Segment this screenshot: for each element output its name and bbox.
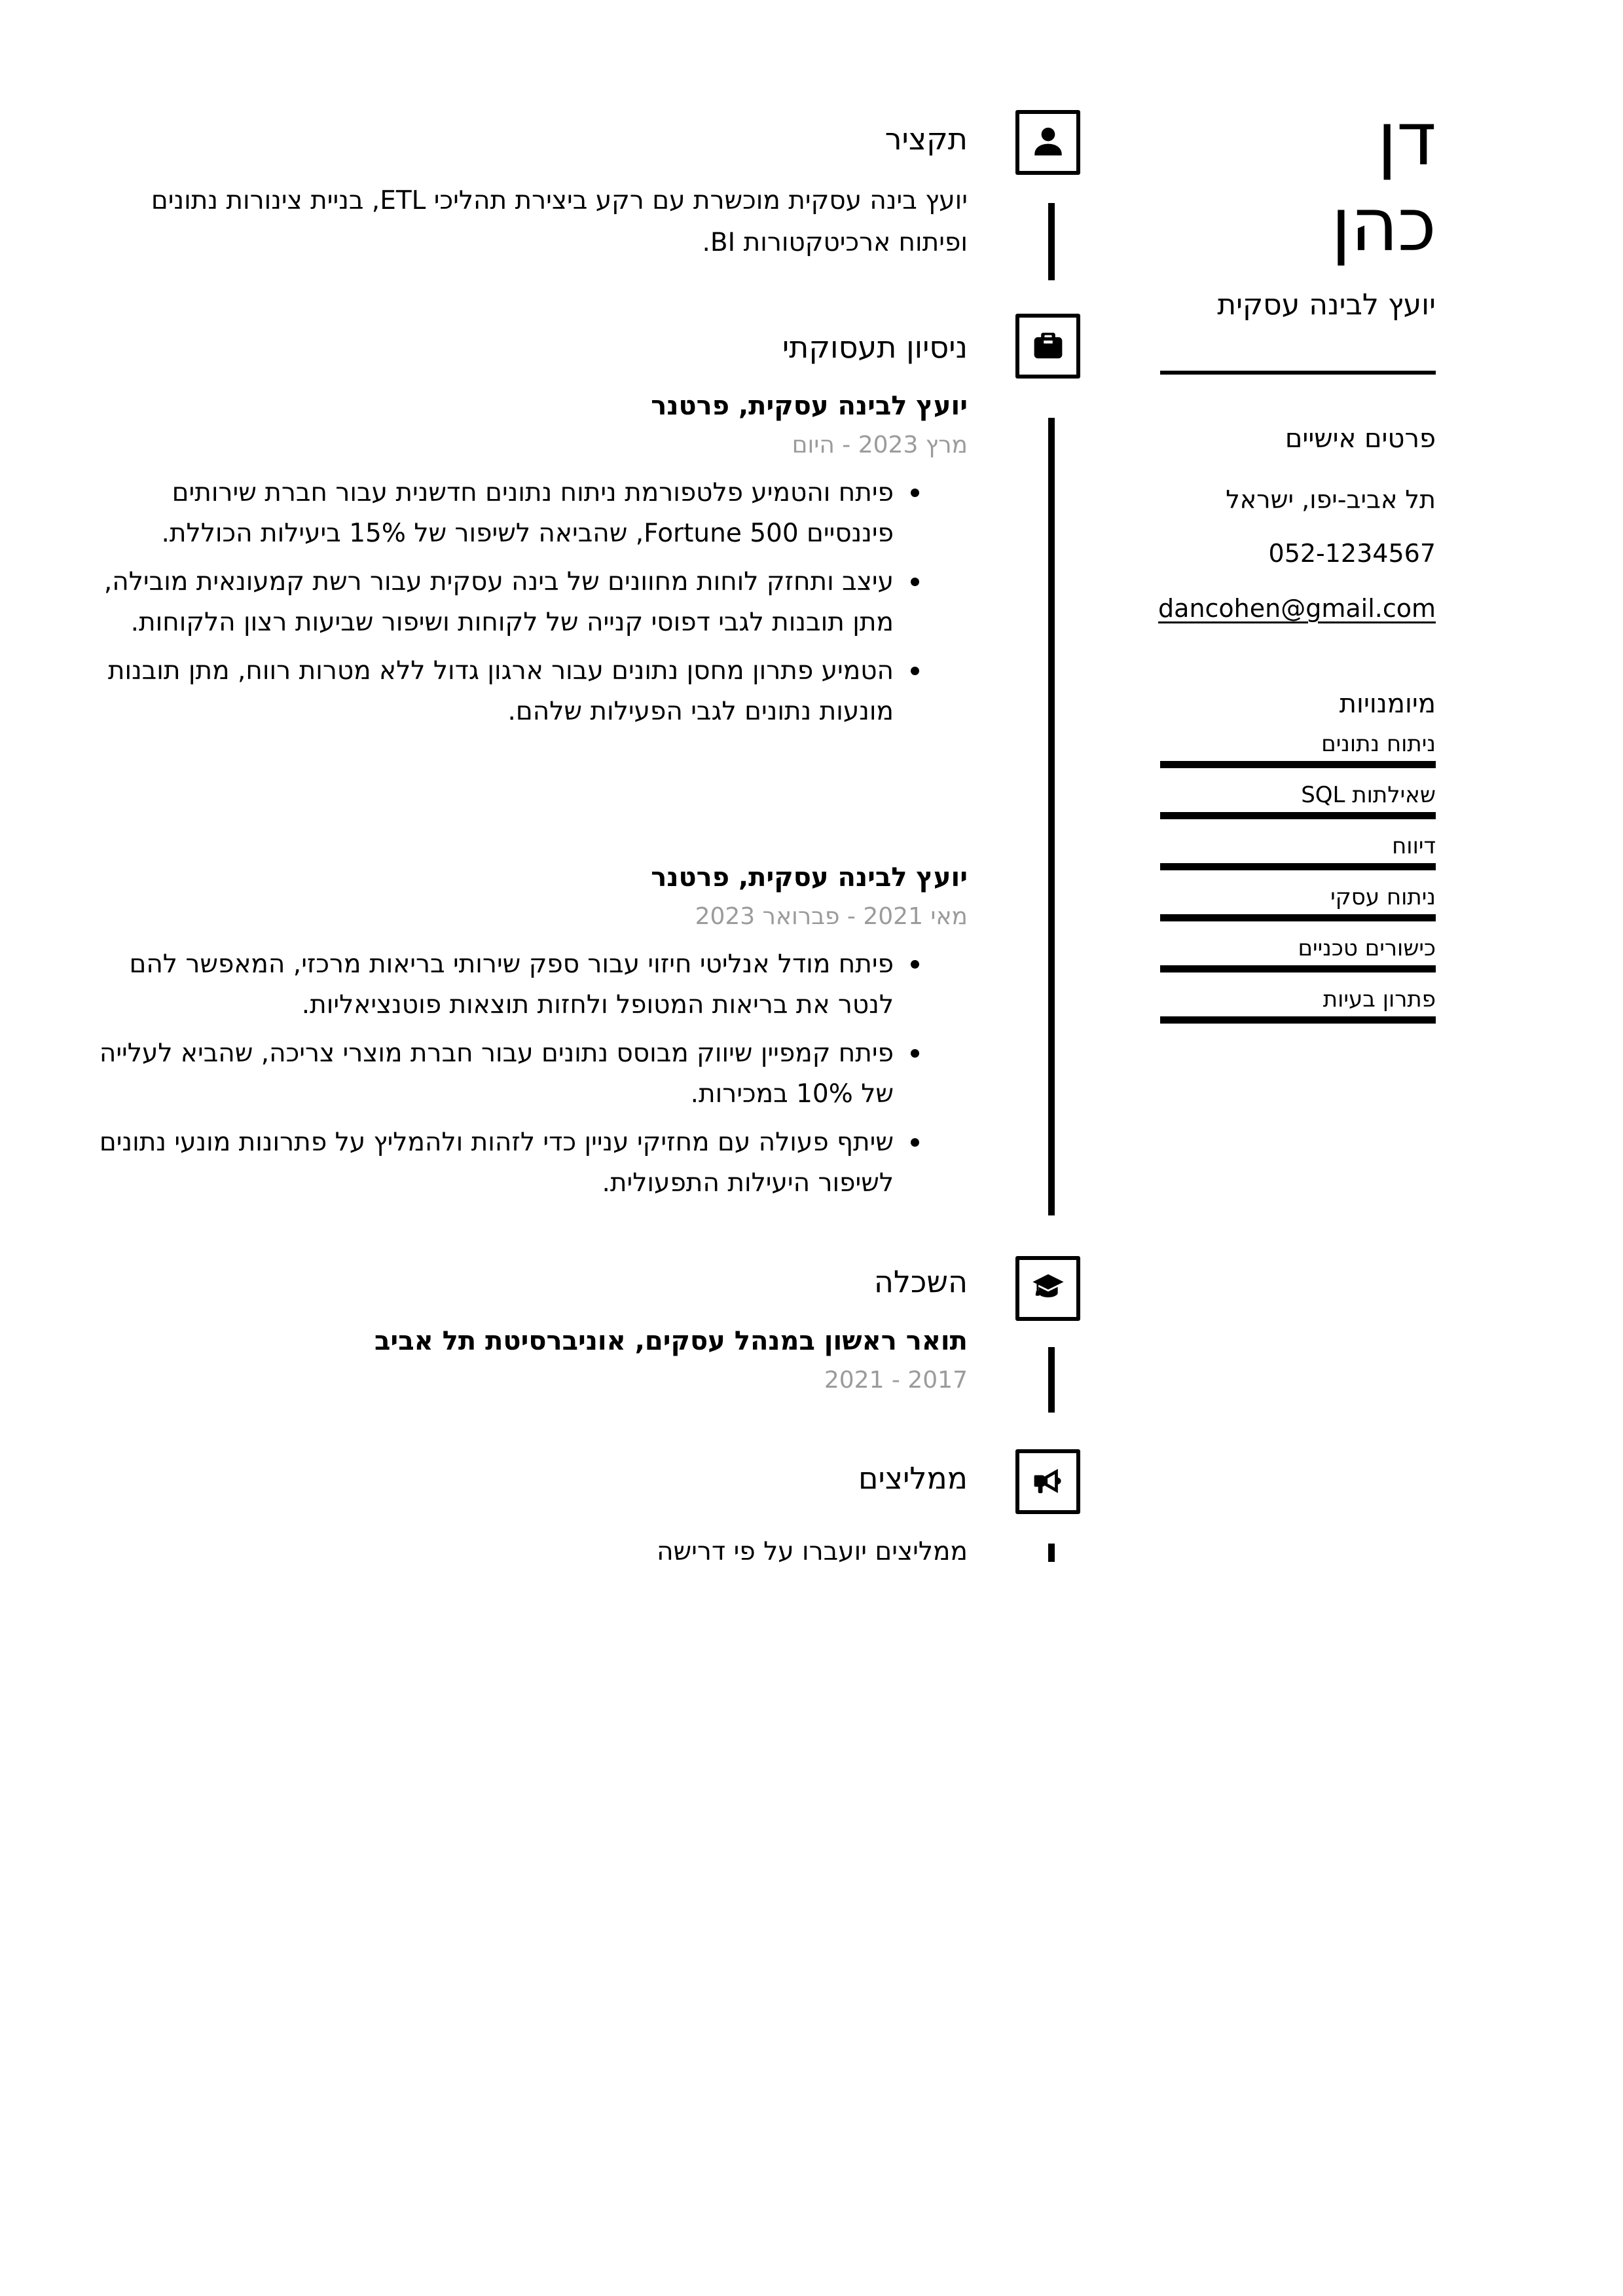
skills-list [1160,732,1436,1039]
timeline-segment [1048,1347,1055,1413]
sidebar-divider [1160,371,1436,375]
references-heading: ממליצים [858,1460,968,1496]
references-icon-box [1015,1449,1080,1514]
job-bullet: שיתף פעולה עם מחזיקי עניין כדי לזהות ולהמליץ על פתרונות מונעי נתונים לשיפור היעילות התפעולית. [79,1122,920,1204]
skill-bar [1160,863,1436,870]
skills-heading: מיומנויות [1339,689,1436,719]
skill-label: ניתוח נתונים [1321,731,1436,757]
skill-label: ניתוח עסקי [1330,884,1436,910]
first-name: דן [1377,97,1436,182]
job-entry [79,390,968,740]
email-link[interactable]: dancohen@gmail.com [1158,594,1436,623]
skill-label: כישורים טכניים [1298,935,1436,961]
education-heading: השכלה [873,1264,968,1299]
job-title: יועץ לבינה עסקית, פרטנר [651,391,968,421]
summary-heading: תקציר [884,121,968,157]
skill-bar-fill [1160,1016,1436,1024]
skill-row [1160,988,1436,1024]
references-text: ממליצים יועברו על פי דרישה [657,1537,968,1566]
job-bullet-list [79,473,968,732]
references-section [79,1460,968,1568]
candidate-name [1160,97,1436,268]
skill-bar-fill [1160,914,1436,921]
summary-text: יועץ בינה עסקית מוכשרת עם רקע ביצירת תהליכי ETL, בניית צינורות נתונים ופיתוח ארכיטקטורות BI. [151,186,968,257]
skill-row [1160,783,1436,819]
graduation-cap-icon [1030,1270,1066,1308]
job-bullet: פיתח קמפיין שיווק מבוסס נתונים עבור חברת מוצרי צריכה, שהביא לעלייה של 10% במכירות. [79,1033,920,1115]
email-row [1160,593,1436,625]
personal-details-heading: פרטים אישיים [1285,424,1436,454]
person-icon [1030,124,1066,162]
timeline-segment [1048,203,1055,280]
job-title: יועץ לבינה עסקית, פרטנר [651,862,968,893]
skill-label: שאילתות SQL [1301,782,1436,808]
megaphone-icon [1030,1463,1066,1501]
skill-bar [1160,761,1436,768]
skill-bar [1160,914,1436,921]
briefcase-icon [1030,327,1066,365]
skill-bar-fill [1160,863,1436,870]
summary-section [79,121,968,264]
job-bullet: עיצב ותחזק לוחות מחוונים של בינה עסקית עבור רשת קמעונאית מובילה, מתן תובנות לגבי דפוסי קנייה של לקוחות ושיפור שביעות רצון הלקוחות. [79,562,920,643]
timeline-segment [1048,418,1055,1215]
skill-bar-fill [1160,965,1436,972]
experience-section [79,329,968,1246]
experience-icon-box [1015,314,1080,379]
job-dates: מאי 2021 - פברואר 2023 [695,903,968,930]
job-entry [79,861,968,1212]
candidate-headline: יועץ לבינה עסקית [1217,288,1436,322]
experience-heading: ניסיון תעסוקתי [782,329,968,365]
skill-bar-fill [1160,761,1436,768]
skill-bar [1160,812,1436,819]
skill-label: פתרון בעיות [1322,986,1436,1012]
job-bullet: הטמיע פתרון מחסן נתונים עבור ארגון גדול ללא מטרות רווח, מתן תובנות מונעות נתונים לגבי הפעילות שלהם. [79,651,920,732]
skill-label: דיווח [1392,833,1436,859]
degree-dates: 2017 - 2021 [824,1367,968,1394]
skill-bar-fill [1160,812,1436,819]
education-icon-box [1015,1256,1080,1321]
timeline-segment [1048,1544,1055,1562]
skill-row [1160,732,1436,768]
job-bullet-list [79,944,968,1204]
summary-icon-box [1015,110,1080,175]
job-bullet: פיתח מודל אנליטי חיזוי עבור ספק שירותי בריאות מרכזי, המאפשר להם לנטר את בריאות המטופל ולחזות תוצאות פוטנציאליות. [79,944,920,1026]
skill-row [1160,936,1436,972]
job-bullet: פיתח והטמיע פלטפורמת ניתוח נתונים חדשנית עבור חברת שירותים פיננסיים Fortune 500, שהביאה לשיפור של 15% ביעילות הכוללת. [79,473,920,554]
last-name: כהן [1331,183,1436,268]
education-section [79,1264,968,1397]
job-dates: מרץ 2023 - היום [792,432,968,458]
skill-row [1160,885,1436,921]
degree-title: תואר ראשון במנהל עסקים, אוניברסיטת תל אביב [374,1326,968,1356]
location-text: תל אביב-יפו, ישראל [1226,485,1436,514]
skill-bar [1160,965,1436,972]
skill-bar [1160,1016,1436,1024]
phone-text: 052-1234567 [1268,539,1436,568]
skill-row [1160,834,1436,870]
